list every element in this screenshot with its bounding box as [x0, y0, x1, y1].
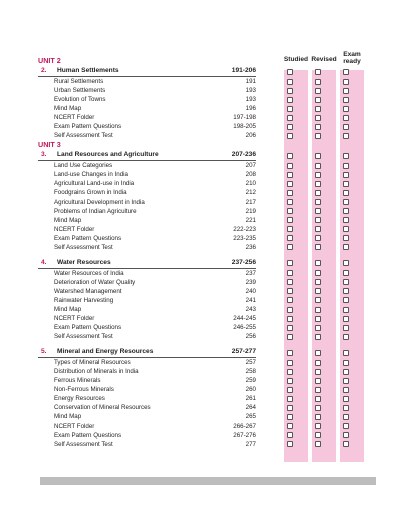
studied-checkbox[interactable] — [287, 387, 293, 393]
studied-checkbox[interactable] — [287, 297, 293, 303]
toc-item-pages: 198-205 — [233, 123, 256, 131]
exam-ready-checkbox[interactable] — [343, 387, 349, 393]
toc-item-title: NCERT Folder — [54, 114, 95, 122]
toc-item-title: Foodgrains Grown in India — [54, 189, 127, 197]
exam-ready-checkbox[interactable] — [343, 97, 349, 103]
toc-item-pages: 237 — [245, 269, 256, 277]
toc-item-title: Mind Map — [54, 216, 82, 224]
revised-checkbox[interactable] — [315, 172, 321, 178]
chapter-pages: 257-277 — [231, 348, 256, 356]
toc-item-title: Non-Ferrous Minerals — [54, 386, 114, 394]
toc-item — [38, 358, 256, 367]
revised-checkbox[interactable] — [315, 414, 321, 420]
revised-checkbox[interactable] — [315, 270, 321, 276]
studied-checkbox[interactable] — [287, 208, 293, 214]
toc-item-title: Land Use Categories — [54, 162, 113, 170]
revised-checkbox[interactable] — [315, 235, 321, 241]
toc-item-title: Exam Pattern Questions — [54, 431, 122, 439]
studied-checkbox[interactable] — [287, 69, 293, 75]
toc-item-pages: 256 — [245, 333, 256, 341]
chapter-pages: 237-256 — [231, 258, 256, 266]
exam-ready-header-line1: Exam — [343, 51, 361, 58]
toc-item — [38, 376, 256, 385]
toc-item-pages: 244-245 — [233, 315, 256, 323]
toc-item-title: Rainwater Harvesting — [54, 296, 114, 304]
toc-item-title: Exam Pattern Questions — [54, 123, 122, 131]
exam-ready-checkbox[interactable] — [343, 199, 349, 205]
studied-checkbox[interactable] — [287, 244, 293, 250]
revised-checkbox[interactable] — [315, 199, 321, 205]
toc-item-title: Ferrous Minerals — [54, 377, 101, 385]
toc-item-title: Self Assessment Test — [54, 243, 113, 251]
toc-item — [38, 131, 256, 140]
studied-checkbox[interactable] — [287, 350, 293, 356]
chapter-heading — [38, 258, 256, 269]
exam-ready-checkbox[interactable] — [343, 297, 349, 303]
exam-ready-checkbox[interactable] — [343, 307, 349, 313]
studied-checkbox[interactable] — [287, 441, 293, 447]
toc-item-pages: 212 — [245, 189, 256, 197]
toc-item — [38, 440, 256, 449]
exam-ready-checkbox[interactable] — [343, 190, 349, 196]
toc-item-title: NCERT Folder — [54, 422, 95, 430]
exam-ready-checkbox[interactable] — [343, 133, 349, 139]
revised-checkbox[interactable] — [315, 325, 321, 331]
toc-item — [38, 104, 256, 113]
chapter-heading — [38, 66, 256, 77]
studied-checkbox[interactable] — [287, 369, 293, 375]
toc-item — [38, 367, 256, 376]
toc-item-pages: 265 — [245, 413, 256, 421]
toc-item — [38, 188, 256, 197]
toc-item-pages: 266-267 — [233, 422, 256, 430]
exam-ready-checkbox[interactable] — [343, 279, 349, 285]
studied-checkbox[interactable] — [287, 414, 293, 420]
studied-checkbox[interactable] — [287, 226, 293, 232]
toc-item-title: Distribution of Minerals in India — [54, 368, 139, 376]
studied-checkbox[interactable] — [287, 199, 293, 205]
exam-ready-checkbox[interactable] — [343, 163, 349, 169]
studied-checkbox[interactable] — [287, 279, 293, 285]
revised-checkbox[interactable] — [315, 369, 321, 375]
chapter-title: Land Resources and Agriculture — [57, 151, 159, 159]
toc-item — [38, 431, 256, 440]
revised-checkbox[interactable] — [315, 441, 321, 447]
toc-item — [38, 305, 256, 314]
toc-item-pages: 193 — [245, 87, 256, 95]
toc-item — [38, 86, 256, 95]
revised-checkbox[interactable] — [315, 79, 321, 85]
chapter-pages: 191-206 — [231, 67, 256, 74]
toc-item — [38, 225, 256, 234]
toc-item-title: Self Assessment Test — [54, 333, 113, 341]
studied-checkbox[interactable] — [287, 106, 293, 112]
studied-checkbox[interactable] — [287, 423, 293, 429]
toc-item-title: NCERT Folder — [54, 315, 95, 323]
revised-checkbox[interactable] — [315, 133, 321, 139]
toc-item-pages: 221 — [245, 216, 256, 224]
toc-item-pages: 261 — [245, 395, 256, 403]
exam-ready-checkbox[interactable] — [343, 288, 349, 294]
toc-item-title: Agricultural Development in India — [54, 198, 145, 206]
studied-checkbox[interactable] — [287, 172, 293, 178]
exam-ready-checkbox[interactable] — [343, 414, 349, 420]
toc-item-pages: 259 — [245, 377, 256, 385]
toc-item-title: Land-use Changes in India — [54, 171, 128, 179]
exam-ready-checkbox[interactable] — [343, 69, 349, 75]
chapter-heading — [38, 150, 256, 161]
toc-item — [38, 198, 256, 207]
toc-item — [38, 234, 256, 243]
studied-checkbox[interactable] — [287, 115, 293, 121]
studied-checkbox[interactable] — [287, 396, 293, 402]
revised-checkbox[interactable] — [315, 88, 321, 94]
revised-checkbox[interactable] — [315, 69, 321, 75]
studied-checkbox[interactable] — [287, 124, 293, 130]
exam-ready-checkbox[interactable] — [343, 153, 349, 159]
toc-item-pages: 243 — [245, 305, 256, 313]
toc-item-title: Self Assessment Test — [54, 440, 113, 448]
toc-item-pages: 197-198 — [233, 114, 256, 122]
studied-checkbox[interactable] — [287, 307, 293, 313]
toc-item-title: Mind Map — [54, 305, 82, 313]
toc-item-title: Self Assessment Test — [54, 132, 113, 140]
studied-checkbox[interactable] — [287, 360, 293, 366]
toc-item-pages: 246-255 — [233, 324, 256, 332]
revised-checkbox[interactable] — [315, 423, 321, 429]
toc-item — [38, 385, 256, 394]
toc-item-pages: 206 — [245, 132, 256, 140]
revised-checkbox[interactable] — [315, 297, 321, 303]
toc-item-title: Conservation of Mineral Resources — [54, 404, 151, 412]
toc-item-title: Energy Resources — [54, 395, 105, 403]
studied-checkbox[interactable] — [287, 97, 293, 103]
exam-ready-header-line2: ready — [343, 57, 361, 65]
revised-checkbox[interactable] — [315, 279, 321, 285]
exam-ready-checkbox[interactable] — [343, 369, 349, 375]
revised-checkbox[interactable] — [315, 115, 321, 121]
toc-item-pages: 267-276 — [233, 431, 256, 439]
toc-item — [38, 113, 256, 122]
toc-item-title: Rural Settlements — [54, 78, 104, 85]
studied-checkbox[interactable] — [287, 190, 293, 196]
footer-bar — [40, 477, 376, 485]
chapter-title: Human Settlements — [57, 67, 119, 74]
toc-item — [38, 422, 256, 431]
toc-item-title: Exam Pattern Questions — [54, 324, 122, 332]
chapter-title: Water Resources — [57, 258, 111, 266]
revised-checkbox[interactable] — [315, 226, 321, 232]
toc-item-pages: 208 — [245, 171, 256, 179]
revised-checkbox[interactable] — [315, 405, 321, 411]
toc-item-pages: 210 — [245, 180, 256, 188]
toc-item-pages: 241 — [245, 296, 256, 304]
exam-ready-checkbox[interactable] — [343, 325, 349, 331]
exam-ready-checkbox[interactable] — [343, 423, 349, 429]
revised-checkbox[interactable] — [315, 432, 321, 438]
revised-checkbox[interactable] — [315, 217, 321, 223]
toc-item — [38, 95, 256, 104]
exam-ready-checkbox[interactable] — [343, 441, 349, 447]
toc-item-pages: 219 — [245, 207, 256, 215]
revised-column-header: Revised — [311, 56, 337, 63]
toc-item-title: Exam Pattern Questions — [54, 234, 122, 242]
studied-checkbox[interactable] — [287, 405, 293, 411]
table-of-contents — [38, 56, 386, 449]
toc-item-title: Mind Map — [54, 105, 82, 113]
toc-item-title: Problems of Indian Agriculture — [54, 207, 137, 215]
toc-item-title: Urban Settlements — [54, 87, 106, 95]
revised-checkbox[interactable] — [315, 350, 321, 356]
toc-item — [38, 161, 256, 170]
toc-item — [38, 323, 256, 332]
toc-item-pages: 260 — [245, 386, 256, 394]
unit-heading: UNIT 3 — [38, 140, 61, 150]
studied-checkbox[interactable] — [287, 378, 293, 384]
toc-item-pages: 239 — [245, 278, 256, 286]
toc-item — [38, 243, 256, 252]
exam-ready-checkbox[interactable] — [343, 360, 349, 366]
toc-item-title: Watershed Management — [54, 287, 122, 295]
revised-checkbox[interactable] — [315, 153, 321, 159]
revised-checkbox[interactable] — [315, 378, 321, 384]
studied-checkbox[interactable] — [287, 88, 293, 94]
toc-item-title: NCERT Folder — [54, 225, 95, 233]
toc-item-pages: 222-223 — [233, 225, 256, 233]
toc-item — [38, 122, 256, 131]
toc-item-title: Types of Mineral Resources — [54, 359, 131, 367]
exam-ready-checkbox[interactable] — [343, 115, 349, 121]
toc-item-pages: 236 — [245, 243, 256, 251]
toc-item — [38, 332, 256, 341]
toc-item-pages: 240 — [245, 287, 256, 295]
toc-item-pages: 223-235 — [233, 234, 256, 242]
revised-checkbox[interactable] — [315, 97, 321, 103]
toc-item — [38, 170, 256, 179]
exam-ready-checkbox[interactable] — [343, 226, 349, 232]
unit-heading: UNIT 2 — [38, 56, 61, 65]
exam-ready-checkbox[interactable] — [343, 432, 349, 438]
studied-checkbox[interactable] — [287, 334, 293, 340]
studied-checkbox[interactable] — [287, 217, 293, 223]
revised-checkbox[interactable] — [315, 316, 321, 322]
chapter-heading — [38, 347, 256, 358]
exam-ready-checkbox[interactable] — [343, 260, 349, 266]
toc-item — [38, 77, 256, 86]
studied-checkbox[interactable] — [287, 235, 293, 241]
exam-ready-checkbox[interactable] — [343, 405, 349, 411]
studied-checkbox[interactable] — [287, 288, 293, 294]
toc-item-pages: 196 — [245, 105, 256, 113]
revised-checkbox[interactable] — [315, 396, 321, 402]
exam-ready-checkbox[interactable] — [343, 244, 349, 250]
toc-item — [38, 403, 256, 412]
revised-checkbox[interactable] — [315, 260, 321, 266]
toc-item — [38, 296, 256, 305]
toc-item — [38, 287, 256, 296]
exam-ready-checkbox[interactable] — [343, 181, 349, 187]
toc-item — [38, 216, 256, 225]
revised-checkbox[interactable] — [315, 387, 321, 393]
studied-checkbox[interactable] — [287, 316, 293, 322]
toc-item — [38, 394, 256, 403]
toc-item-pages: 258 — [245, 368, 256, 376]
toc-item-pages: 191 — [245, 78, 256, 85]
revised-checkbox[interactable] — [315, 181, 321, 187]
toc-item-title: Mind Map — [54, 413, 82, 421]
exam-ready-checkbox[interactable] — [343, 217, 349, 223]
revised-checkbox[interactable] — [315, 244, 321, 250]
toc-item-title: Deterioration of Water Quality — [54, 278, 136, 286]
exam-ready-checkbox[interactable] — [343, 334, 349, 340]
exam-ready-checkbox[interactable] — [343, 396, 349, 402]
revised-checkbox[interactable] — [315, 307, 321, 313]
studied-checkbox[interactable] — [287, 153, 293, 159]
exam-ready-checkbox[interactable] — [343, 79, 349, 85]
studied-checkbox[interactable] — [287, 270, 293, 276]
revised-checkbox[interactable] — [315, 124, 321, 130]
exam-ready-checkbox[interactable] — [343, 270, 349, 276]
exam-ready-checkbox[interactable] — [343, 378, 349, 384]
toc-item-pages: 264 — [245, 404, 256, 412]
studied-checkbox[interactable] — [287, 133, 293, 139]
toc-item-title: Agricultural Land-use in India — [54, 180, 135, 188]
chapter-number: 4. — [41, 258, 47, 266]
toc-item-pages: 257 — [245, 359, 256, 367]
exam-ready-checkbox[interactable] — [343, 124, 349, 130]
studied-checkbox[interactable] — [287, 260, 293, 266]
toc-item — [38, 207, 256, 216]
chapter-title: Mineral and Energy Resources — [57, 348, 154, 356]
studied-checkbox[interactable] — [287, 432, 293, 438]
exam-ready-checkbox[interactable] — [343, 235, 349, 241]
exam-ready-checkbox[interactable] — [343, 106, 349, 112]
revised-checkbox[interactable] — [315, 106, 321, 112]
revised-checkbox[interactable] — [315, 288, 321, 294]
exam-ready-checkbox[interactable] — [343, 88, 349, 94]
studied-checkbox[interactable] — [287, 181, 293, 187]
toc-item-pages: 207 — [245, 162, 256, 170]
toc-item-pages: 217 — [245, 198, 256, 206]
chapter-number: 2. — [41, 67, 47, 74]
revised-checkbox[interactable] — [315, 334, 321, 340]
toc-item — [38, 278, 256, 287]
toc-item — [38, 412, 256, 421]
exam-ready-checkbox[interactable] — [343, 316, 349, 322]
chapter-number: 5. — [41, 348, 47, 356]
revised-checkbox[interactable] — [315, 190, 321, 196]
toc-item-pages: 277 — [245, 440, 256, 448]
studied-column-header: Studied — [283, 56, 309, 63]
revised-checkbox[interactable] — [315, 360, 321, 366]
revised-checkbox[interactable] — [315, 208, 321, 214]
toc-item — [38, 179, 256, 188]
revised-checkbox[interactable] — [315, 163, 321, 169]
studied-checkbox[interactable] — [287, 79, 293, 85]
exam-ready-checkbox[interactable] — [343, 172, 349, 178]
toc-item — [38, 269, 256, 278]
toc-item-pages: 193 — [245, 96, 256, 104]
chapter-number: 3. — [41, 151, 47, 159]
toc-item-title: Evolution of Towns — [54, 96, 106, 104]
studied-checkbox[interactable] — [287, 325, 293, 331]
studied-checkbox[interactable] — [287, 163, 293, 169]
toc-item — [38, 314, 256, 323]
exam-ready-checkbox[interactable] — [343, 208, 349, 214]
chapter-pages: 207-236 — [231, 151, 256, 159]
exam-ready-checkbox[interactable] — [343, 350, 349, 356]
toc-item-title: Water Resources of India — [54, 269, 124, 277]
